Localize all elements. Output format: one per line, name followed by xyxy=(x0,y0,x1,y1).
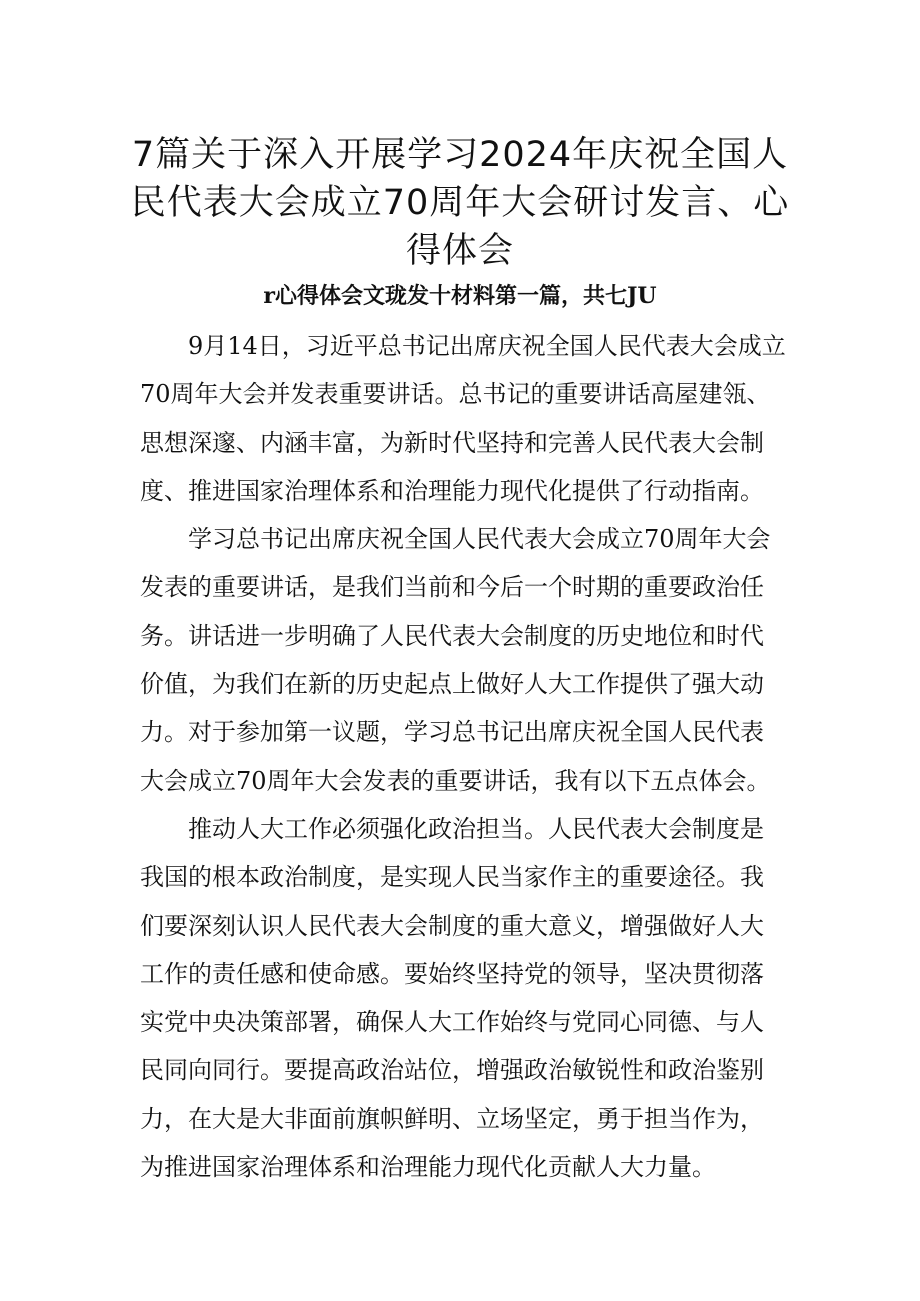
text-line: 学习总书记出席庆祝全国人民代表大会成立70周年大会 xyxy=(188,525,771,554)
document-title xyxy=(110,131,810,275)
text-line: 力。对于参加第一议题，学习总书记出席庆祝全国人民代表 xyxy=(140,718,764,747)
text-line: 价值，为我们在新的历史起点上做好人大工作提供了强大动 xyxy=(140,670,764,699)
text-line: 我国的根本政治制度，是实现人民当家作主的重要途径。我 xyxy=(140,863,764,892)
title-line: 7篇关于深入开展学习2024年庆祝全国人 xyxy=(131,135,789,176)
paragraph-3 xyxy=(140,805,785,1191)
text-line: 工作的责任感和使命感。要始终坚持党的领导，坚决贯彻落 xyxy=(140,959,764,988)
text-line: 9月14日，习近平总书记出席庆祝全国人民代表大会成立 xyxy=(188,332,786,360)
text-line: 实党中央决策部署，确保人大工作始终与党同心同德、与人 xyxy=(140,1008,764,1037)
title-line: 得体会 xyxy=(405,231,514,272)
text-line: 思想深邃、内涵丰富，为新时代坚持和完善人民代表大会制 xyxy=(140,428,764,457)
text-line: 推动人大工作必须强化政治担当。人民代表大会制度是 xyxy=(188,814,764,843)
document-subtitle: r心得体会文珑发十材料第一篇，共七JU xyxy=(263,283,657,309)
text-line: 务。讲话进一步明确了人民代表大会制度的历史地位和时代 xyxy=(140,621,764,650)
paragraph-2 xyxy=(140,515,785,805)
text-line: 发表的重要讲话，是我们当前和今后一个时期的重要政治任 xyxy=(140,573,764,602)
text-line: 70周年大会并发表重要讲话。总书记的重要讲话高屋建瓴、 xyxy=(140,380,771,409)
text-line: 力，在大是大非面前旗帜鲜明、立场坚定，勇于担当作为， xyxy=(140,1104,764,1133)
paragraph-1 xyxy=(140,322,785,515)
title-line: 民代表大会成立70周年大会研讨发言、心 xyxy=(130,183,790,224)
text-line: 大会成立70周年大会发表的重要讲话，我有以下五点体会。 xyxy=(140,766,771,795)
text-line: 民同向同行。要提高政治站位，增强政治敏锐性和政治鉴别 xyxy=(140,1056,764,1085)
text-line: 度、推进国家治理体系和治理能力现代化提供了行动指南。 xyxy=(140,476,764,505)
document-body xyxy=(140,322,785,1191)
text-line: 为推进国家治理体系和治理能力现代化贡献人大力量。 xyxy=(140,1153,716,1182)
text-line: 们要深刻认识人民代表大会制度的重大意义，增强做好人大 xyxy=(140,911,764,940)
